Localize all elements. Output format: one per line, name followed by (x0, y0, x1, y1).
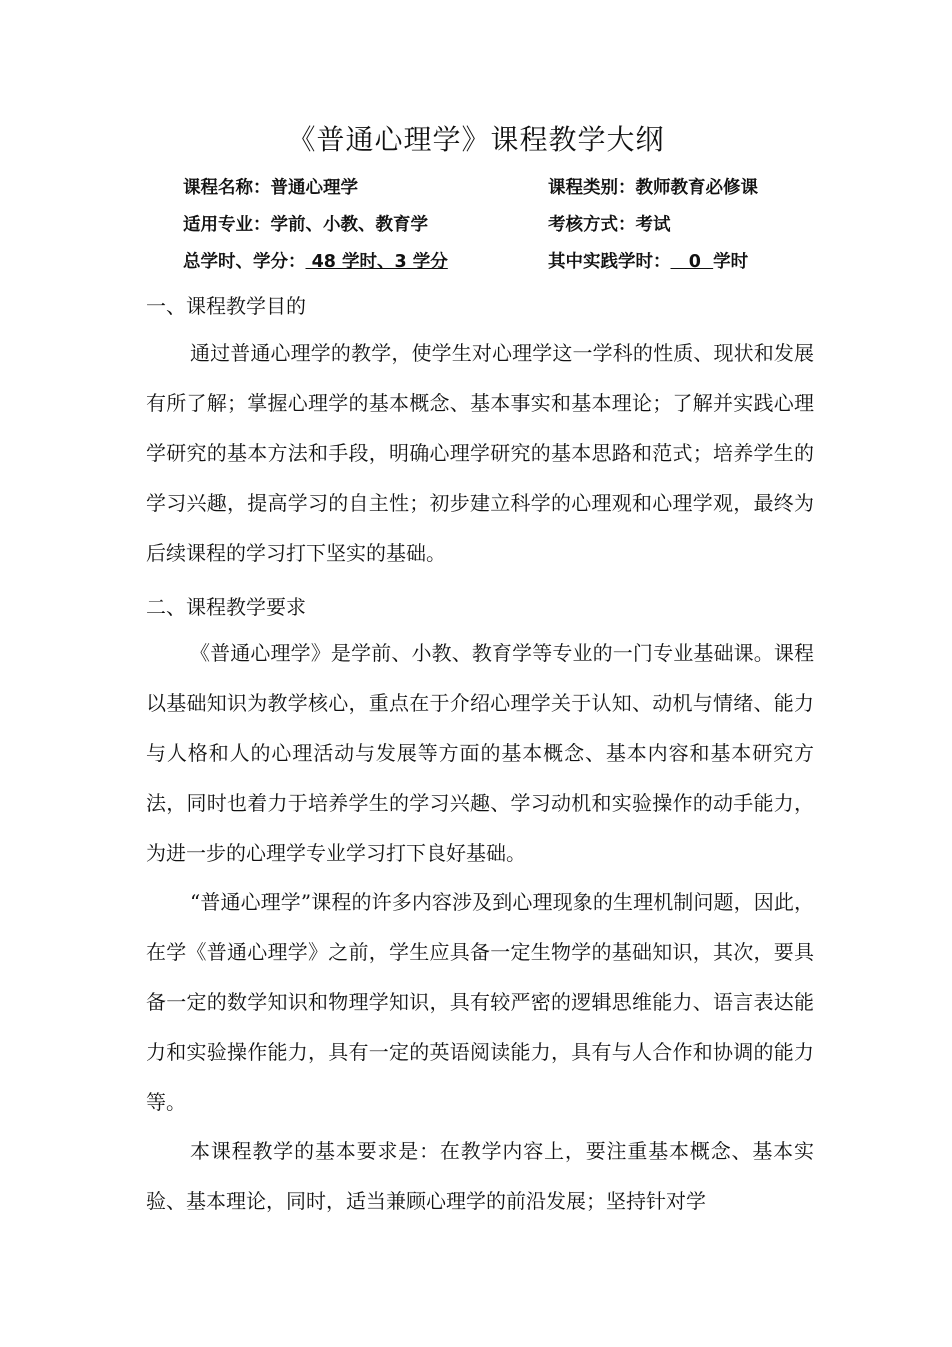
applicable-majors: 适用专业：学前、小教、教育学 (183, 215, 428, 235)
course-type: 课程类别：教师教育必修课 (548, 178, 758, 198)
assessment-method: 考核方式：考试 (548, 215, 671, 235)
practice-hours-value: 0 (670, 252, 714, 272)
section-heading: 一、课程教学目的 (146, 294, 306, 318)
paragraph: 本课程教学的基本要求是：在教学内容上，要注重基本概念、基本实验、基本理论，同时，适当兼顾心理学的前沿发展；坚持针对学 (146, 1139, 814, 1213)
practice-hours-unit: 学时 (713, 252, 749, 272)
total-hours-label: 总学时、学分： (183, 252, 306, 272)
section-heading: 二、课程教学要求 (146, 595, 306, 619)
paragraph: 《普通心理学》是学前、小教、教育学等专业的一门专业基础课。课程以基础知识为教学核心，重点在于介绍心理学关于认知、动机与情绪、能力与人格和人的心理活动与发展等方面的基本概念、基本内容和基本研究方法，同时也着力于培养学生的学习兴趣、学习动机和实验操作的动手能力，为进一步的心理学专业学习打下良好基础。 (146, 641, 814, 865)
total-hours (183, 248, 448, 273)
document-title: 《普通心理学》课程教学大纲 (287, 123, 665, 156)
course-name: 课程名称：普通心理学 (183, 178, 358, 198)
practice-hours-label: 其中实践学时： (548, 252, 671, 272)
total-hours-value: 48 学时、3 学分 (305, 252, 448, 272)
paragraph: 通过普通心理学的教学，使学生对心理学这一学科的性质、现状和发展有所了解；掌握心理学的基本概念、基本事实和基本理论；了解并实践心理学研究的基本方法和手段，明确心理学研究的基本思路和范式；培养学生的学习兴趣，提高学习的自主性；初步建立科学的心理观和心理学观，最终为后续课程的学习打下坚实的基础。 (146, 341, 814, 565)
paragraph: “普通心理学”课程的许多内容涉及到心理现象的生理机制问题，因此，在学《普通心理学》之前，学生应具备一定生物学的基础知识，其次，要具备一定的数学知识和物理学知识，具有较严密的逻辑思维能力、语言表达能力和实验操作能力，具有一定的英语阅读能力，具有与人合作和协调的能力等。 (146, 890, 814, 1114)
practice-hours (548, 248, 748, 273)
